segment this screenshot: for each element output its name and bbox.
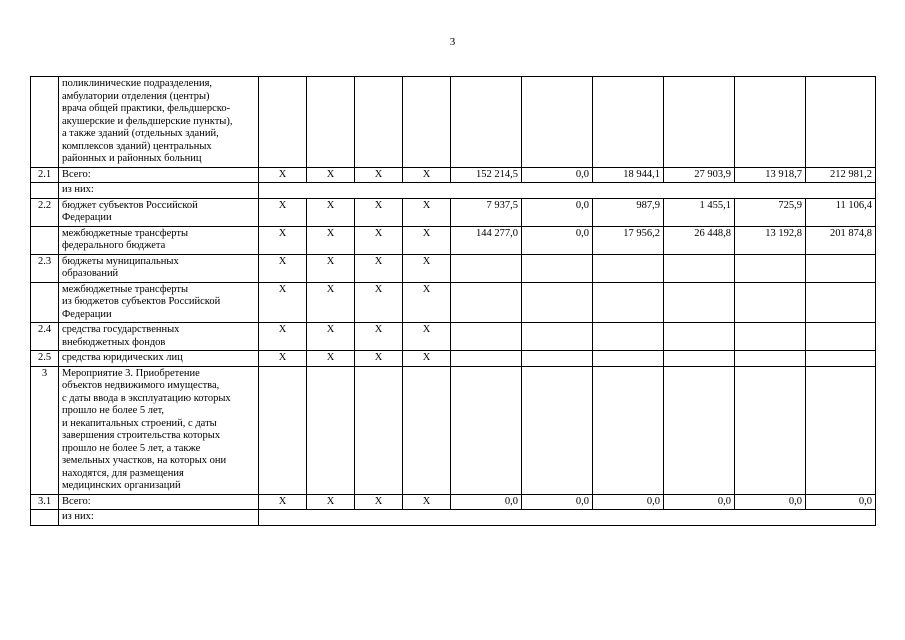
value-cell: 0,0 (451, 494, 522, 510)
value-cell (522, 282, 593, 323)
table-row (31, 226, 876, 254)
value-cell (522, 77, 593, 168)
value-cell (522, 254, 593, 282)
row-number (31, 226, 59, 254)
table-row (31, 183, 876, 199)
value-cell: 201 874,8 (806, 226, 876, 254)
mark-cell: Х (307, 282, 355, 323)
mark-cell (355, 366, 403, 494)
value-cell (806, 77, 876, 168)
row-number (31, 510, 59, 526)
row-number: 2.2 (31, 198, 59, 226)
budget-table (30, 76, 876, 526)
mark-cell: Х (259, 494, 307, 510)
mark-cell: Х (307, 198, 355, 226)
mark-cell: Х (355, 167, 403, 183)
mark-cell: Х (403, 494, 451, 510)
value-cell: 0,0 (522, 198, 593, 226)
mark-cell: Х (259, 198, 307, 226)
mark-cell: Х (355, 198, 403, 226)
row-number: 3.1 (31, 494, 59, 510)
mark-cell: Х (355, 323, 403, 351)
value-cell: 26 448,8 (664, 226, 735, 254)
value-cell (735, 351, 806, 367)
row-number: 2.1 (31, 167, 59, 183)
mark-cell (403, 366, 451, 494)
mark-cell: Х (355, 254, 403, 282)
value-cell: 152 214,5 (451, 167, 522, 183)
value-cell: 11 106,4 (806, 198, 876, 226)
value-cell: 212 981,2 (806, 167, 876, 183)
value-cell: 0,0 (522, 226, 593, 254)
value-cell: 0,0 (522, 494, 593, 510)
table-row (31, 282, 876, 323)
mark-cell (259, 366, 307, 494)
mark-cell: Х (355, 494, 403, 510)
value-cell (664, 282, 735, 323)
row-number: 3 (31, 366, 59, 494)
value-cell: 987,9 (593, 198, 664, 226)
mark-cell: Х (403, 167, 451, 183)
mark-cell (403, 77, 451, 168)
value-cell: 0,0 (593, 494, 664, 510)
row-description: поликлинические подразделения, амбулатории отделения (центры) врача общей практики, фельдшерско- акушерские и фельдшерские пункты), а также зданий (отдельных зданий, комплексов зданий) центральных районных и районных больниц (59, 77, 259, 168)
value-cell (522, 351, 593, 367)
mark-cell (259, 77, 307, 168)
mark-cell (307, 366, 355, 494)
value-cell (451, 351, 522, 367)
table-row (31, 198, 876, 226)
mark-cell: Х (259, 282, 307, 323)
value-cell: 0,0 (735, 494, 806, 510)
value-cell: 0,0 (806, 494, 876, 510)
value-cell (806, 254, 876, 282)
mark-cell: Х (403, 282, 451, 323)
mark-cell: Х (307, 494, 355, 510)
value-cell (593, 254, 664, 282)
value-cell (806, 282, 876, 323)
mark-cell: Х (355, 282, 403, 323)
value-cell (735, 282, 806, 323)
mark-cell: Х (259, 226, 307, 254)
row-description: бюджет субъектов Российской Федерации (59, 198, 259, 226)
mark-cell: Х (307, 351, 355, 367)
mark-cell: Х (259, 351, 307, 367)
mark-cell (307, 77, 355, 168)
row-description: Всего: (59, 494, 259, 510)
page-number: 3 (449, 36, 456, 48)
value-cell: 725,9 (735, 198, 806, 226)
value-cell (593, 77, 664, 168)
row-number (31, 77, 59, 168)
row-description: Всего: (59, 167, 259, 183)
row-description: средства юридических лиц (59, 351, 259, 367)
row-number: 2.3 (31, 254, 59, 282)
mark-cell: Х (355, 351, 403, 367)
value-cell (806, 351, 876, 367)
mark-cell: Х (307, 226, 355, 254)
mark-cell: Х (259, 167, 307, 183)
value-cell: 17 956,2 (593, 226, 664, 254)
row-description: из них: (59, 510, 259, 526)
value-cell (593, 282, 664, 323)
value-cell (451, 323, 522, 351)
value-cell: 13 918,7 (735, 167, 806, 183)
value-cell (735, 254, 806, 282)
mark-cell: Х (355, 226, 403, 254)
empty-span-cell (259, 510, 876, 526)
mark-cell: Х (307, 254, 355, 282)
value-cell (451, 77, 522, 168)
table-row (31, 494, 876, 510)
value-cell (451, 366, 522, 494)
row-number: 2.4 (31, 323, 59, 351)
row-number (31, 282, 59, 323)
table-row (31, 366, 876, 494)
value-cell: 0,0 (664, 494, 735, 510)
table-row (31, 167, 876, 183)
table-body (31, 77, 876, 526)
value-cell (806, 323, 876, 351)
mark-cell: Х (259, 323, 307, 351)
value-cell: 1 455,1 (664, 198, 735, 226)
value-cell (593, 323, 664, 351)
row-description: межбюджетные трансферты федерального бюджета (59, 226, 259, 254)
table-row (31, 77, 876, 168)
mark-cell: Х (259, 254, 307, 282)
mark-cell: Х (403, 323, 451, 351)
value-cell (593, 366, 664, 494)
value-cell: 144 277,0 (451, 226, 522, 254)
value-cell: 0,0 (522, 167, 593, 183)
value-cell (735, 366, 806, 494)
mark-cell: Х (403, 226, 451, 254)
row-description: бюджеты муниципальных образований (59, 254, 259, 282)
table-row (31, 254, 876, 282)
mark-cell: Х (403, 351, 451, 367)
row-description: межбюджетные трансферты из бюджетов субъектов Российской Федерации (59, 282, 259, 323)
value-cell (735, 77, 806, 168)
value-cell: 13 192,8 (735, 226, 806, 254)
value-cell (664, 351, 735, 367)
row-number (31, 183, 59, 199)
value-cell (664, 77, 735, 168)
value-cell (806, 366, 876, 494)
mark-cell (355, 77, 403, 168)
table-row (31, 351, 876, 367)
value-cell (664, 254, 735, 282)
row-number: 2.5 (31, 351, 59, 367)
value-cell (451, 254, 522, 282)
value-cell (522, 366, 593, 494)
mark-cell: Х (403, 198, 451, 226)
mark-cell: Х (403, 254, 451, 282)
empty-span-cell (259, 183, 876, 199)
value-cell (735, 323, 806, 351)
value-cell (522, 323, 593, 351)
value-cell: 7 937,5 (451, 198, 522, 226)
mark-cell: Х (307, 323, 355, 351)
row-description: средства государственных внебюджетных фондов (59, 323, 259, 351)
value-cell (451, 282, 522, 323)
table-row (31, 510, 876, 526)
value-cell: 18 944,1 (593, 167, 664, 183)
row-description: Мероприятие 3. Приобретение объектов недвижимого имущества, с даты ввода в эксплуатацию которых прошло не более 5 лет, и некапитальных строений, с даты завершения строительства которых прошло не более 5 лет, а также земельных участков, на которых они находятся, для размещения медицинских организаций (59, 366, 259, 494)
value-cell (664, 366, 735, 494)
value-cell: 27 903,9 (664, 167, 735, 183)
value-cell (593, 351, 664, 367)
row-description: из них: (59, 183, 259, 199)
mark-cell: Х (307, 167, 355, 183)
value-cell (664, 323, 735, 351)
table-row (31, 323, 876, 351)
